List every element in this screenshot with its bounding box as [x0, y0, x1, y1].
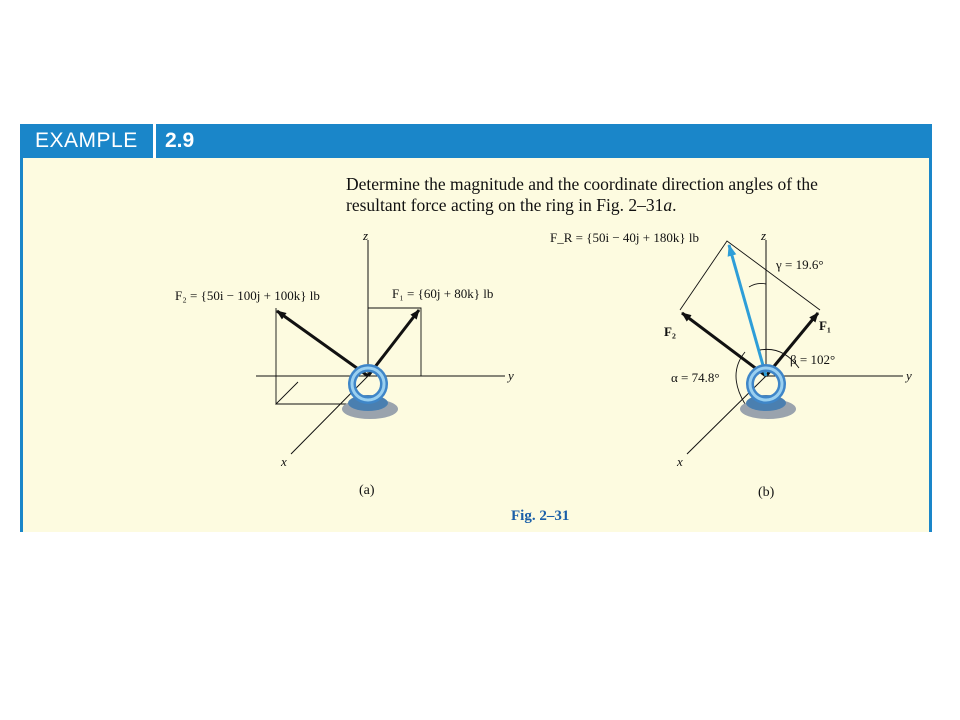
fig-b-z-label: z [761, 228, 767, 243]
figure-2-31 [23, 124, 929, 532]
fig-b-f2-label: F₂ [664, 324, 676, 339]
problem-line-2-end: . [672, 195, 677, 215]
fig-b-alpha-label: α = 74.8° [671, 370, 720, 385]
fig-a-f2-arrow [277, 311, 368, 376]
problem-line-2-italic: a [663, 195, 673, 215]
figure-b [550, 228, 912, 500]
fig-a-f2-label: F₂ = {50i − 100j + 100k} lb [175, 288, 320, 303]
fig-b-subcaption: (b) [758, 485, 775, 500]
problem-line-2-text: resultant force acting on the ring in Fig. 2–31 [346, 195, 664, 215]
fig-b-x-label: x [677, 454, 683, 469]
fig-a-subcaption: (a) [359, 483, 375, 498]
problem-line-1: Determine the magnitude and the coordinate direction angles of the [346, 174, 818, 194]
fig-b-gamma-label: γ = 19.6° [776, 257, 824, 272]
fig-a-f1-label: F₁ = {60j + 80k} lb [392, 286, 494, 301]
example-number: 2.9 [156, 124, 929, 158]
figure-a [175, 228, 514, 498]
fig-b-f2-arrow [682, 313, 766, 376]
fig-b-y-label: y [906, 368, 912, 383]
figure-caption: Fig. 2–31 [511, 508, 570, 524]
fig-b-gamma-arc [749, 283, 766, 287]
fig-b-resultant-arrow [729, 245, 766, 376]
example-panel [20, 124, 932, 532]
fig-b-f1-label: F₁ [819, 318, 831, 333]
fig-b-resultant-label: F_R = {50i − 40j + 180k} lb [550, 230, 699, 245]
fig-a-x-label: x [281, 454, 287, 469]
example-label: EXAMPLE [23, 124, 153, 158]
fig-a-z-label: z [363, 228, 369, 243]
fig-a-y-label: y [508, 368, 514, 383]
fig-b-beta-label: β = 102° [790, 352, 836, 367]
fig-b-parallelogram [680, 241, 820, 310]
